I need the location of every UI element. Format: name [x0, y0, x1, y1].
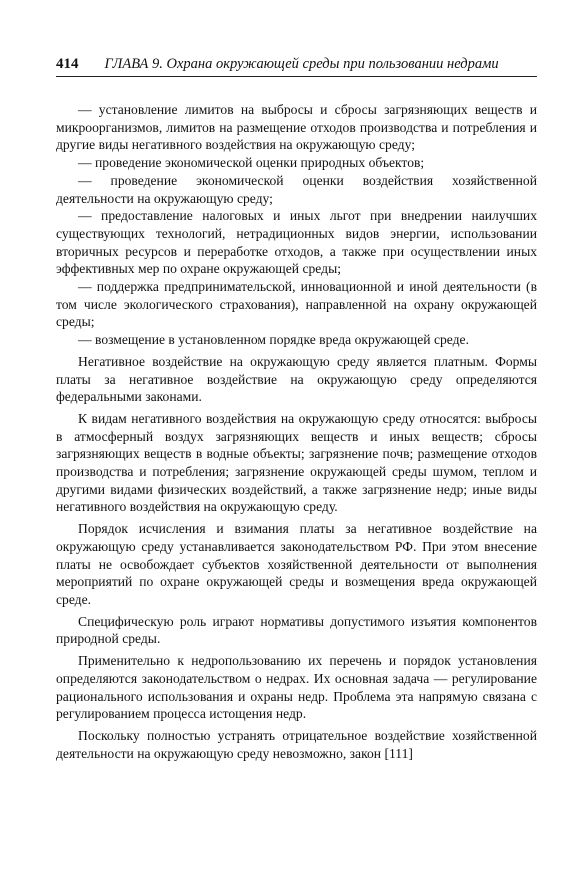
- paragraph-norms: Специфическую роль играют нормативы допустимого изъятия компонентов природной среды.: [56, 613, 537, 647]
- running-header: [56, 56, 537, 77]
- paragraph-subsoil-use: Применительно к недропользованию их перечень и порядок установления определяются законодательством о недрах. Их основная задача — регулирование рационального использования и охраны недр. Проблема эта напрямую связана с регулированием процесса истощения недр.: [56, 653, 537, 722]
- paragraph-payment-procedure: Порядок исчисления и взимания платы за негативное воздействие на окружающую среду устанавливается законодательством РФ. При этом внесение платы не освобождает субъектов хозяйственной деятельности от выполнения мероприятий по охране окружающей среды и возмещения вреда окружающей среде.: [56, 521, 537, 607]
- paragraph-law-reference: Поскольку полностью устранять отрицательное воздействие хозяйственной деятельности на окружающую среду невозможно, закон [111]: [56, 727, 537, 761]
- list-item-business-support: — поддержка предпринимательской, инновационной и иной деятельности (в том числе экологического страхования), направленной на охрану окружающей среды;: [56, 279, 537, 330]
- paragraph-payment: Негативное воздействие на окружающую среду является платным. Формы платы за негативное воздействие на окружающую среду определяются федеральными законами.: [56, 353, 537, 405]
- body-text: [56, 101, 537, 762]
- list-item-damage-compensation: — возмещение в установленном порядке вреда окружающей среде.: [78, 332, 469, 348]
- page-number: 414: [56, 56, 79, 72]
- chapter-title: ГЛАВА 9. Охрана окружающей среды при пользовании недрами: [104, 56, 499, 72]
- list-item-tax-benefits: — предоставление налоговых и иных льгот при внедрении наилучших существующих технологий, нетрадиционных видов энергии, использовании вторичных ресурсов и переработке отходов, а также при осуществлении иных эффективных мер по охране окружающей среды;: [56, 208, 537, 277]
- paragraph-impact-types: К видам негативного воздействия на окружающую среду относятся: выбросы в атмосферный воздух загрязняющих веществ и иных веществ; сбросы загрязняющих веществ в водные объекты; загрязнение почв; размещение отходов производства и потребления; загрязнение окружающей среды шумом, теплом и другими видами физических воздействий, а также загрязнение недр; иные виды негативного воздействия на окружающую среду.: [56, 410, 537, 515]
- list-item-limits: — установление лимитов на выбросы и сбросы загрязняющих веществ и микроорганизмов, лимитов на размещение отходов производства и потребления и другие виды негативного воздействия на окружающую среду;: [56, 102, 537, 153]
- list-item-natural-objects-valuation: — проведение экономической оценки природных объектов;: [78, 155, 425, 171]
- list-item-impact-valuation: — проведение экономической оценки воздействия хозяйственной деятельности на окружающую среду;: [56, 172, 537, 206]
